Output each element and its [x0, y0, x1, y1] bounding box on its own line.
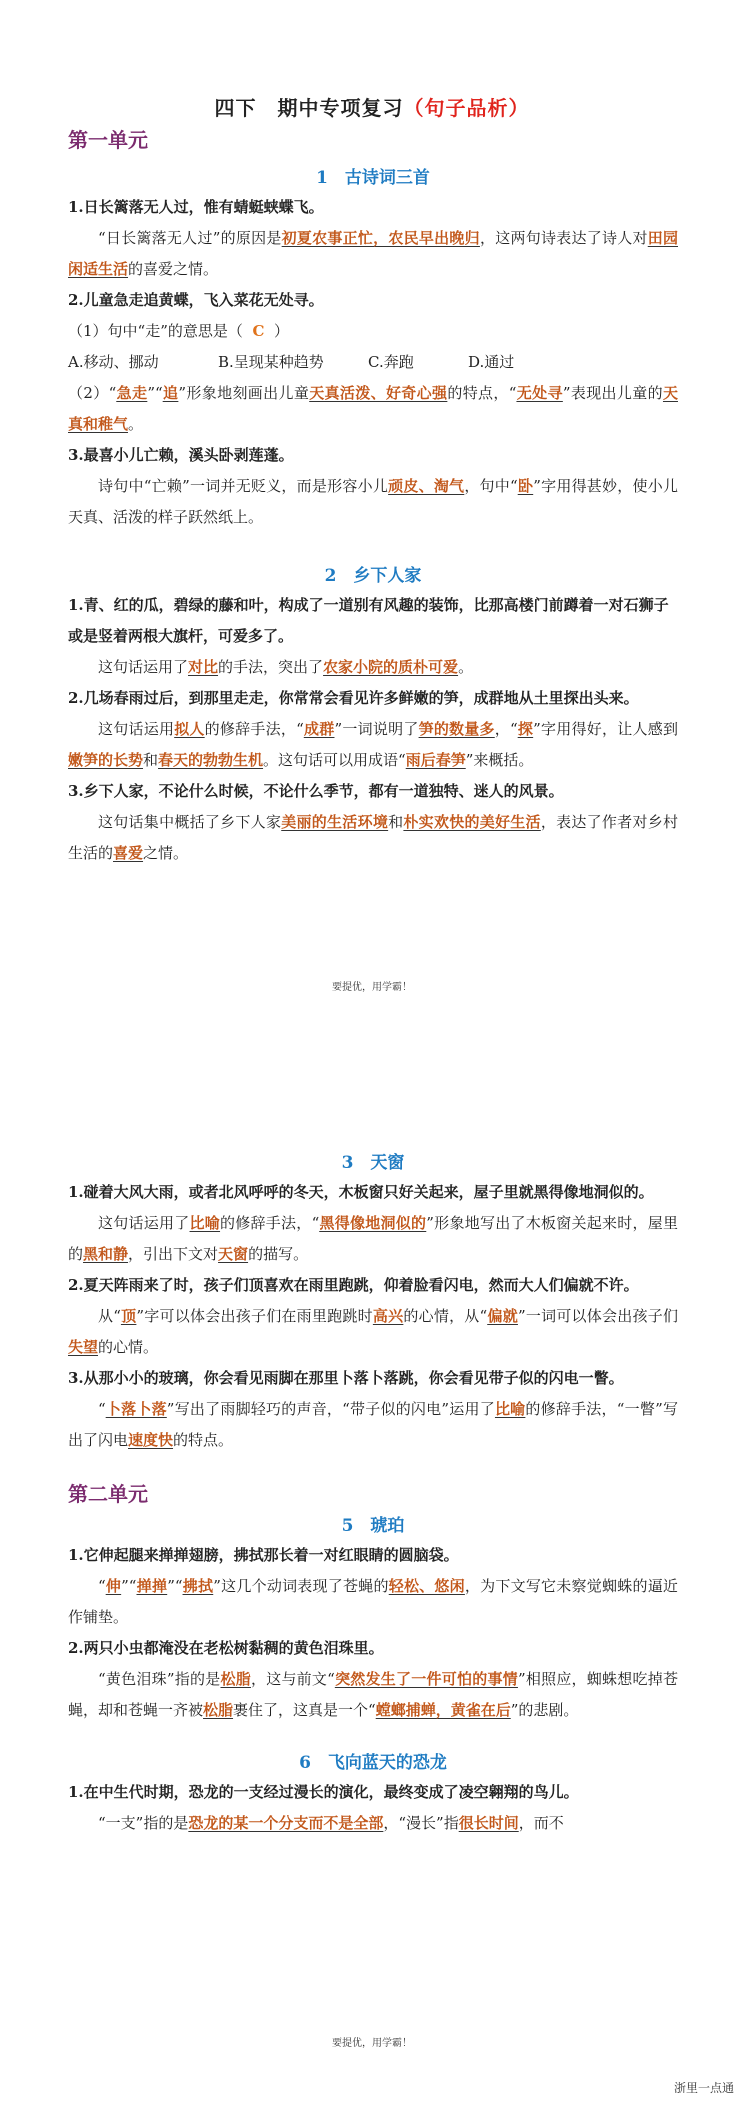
- option-b: B.呈现某种趋势: [218, 353, 324, 371]
- analysis: 这句话运用了对比的手法，突出了农家小院的质朴可爱。: [98, 658, 474, 676]
- analysis: “黄色泪珠”指的是松脂，这与前文“突然发生了一件可怕的事情”相照应，蜘蛛想吃掉苍蝇，却和苍蝇一齐被松脂裹住了，这真是一个“螳螂捕蝉，黄雀在后”的悲剧。: [68, 1670, 678, 1719]
- question: 3.从那小小的玻璃，你会看见雨脚在那里卜落卜落跳，你会看见带子似的闪电一瞥。: [68, 1369, 624, 1387]
- analysis: 这句话运用了比喻的修辞手法，“黑得像地洞似的”形象地写出了木板窗关起来时，屋里的黑和静，引出下文对天窗的描写。: [68, 1214, 678, 1263]
- question: 1.碰着大风大雨，或者北风呼呼的冬天，木板窗只好关起来，屋子里就黑得像地洞似的。: [68, 1183, 654, 1201]
- lesson-heading-3: 3 天窗: [341, 1153, 405, 1173]
- analysis: “伸”“掸掸”“拂拭”这几个动词表现了苍蝇的轻松、悠闲，为下文写它未察觉蜘蛛的逼近作铺垫。: [68, 1577, 678, 1626]
- lesson-heading-6: 6 飞向蓝天的恐龙: [299, 1753, 447, 1773]
- lesson-heading-5: 5 琥珀: [341, 1516, 405, 1536]
- option-a: A.移动、挪动: [68, 353, 159, 371]
- answer-options: [68, 347, 678, 378]
- key-phrase: 初夏农事正忙，农民早出晚归: [281, 229, 480, 247]
- question: 3.最喜小儿亡赖，溪头卧剥莲蓬。: [68, 446, 294, 464]
- unit-heading-2: 第二单元: [68, 1482, 148, 1506]
- document-title: [0, 92, 744, 121]
- analysis: （2）“急走”“追”形象地刻画出儿童天真活泼、好奇心强的特点，“无处寻”表现出儿童的天真和稚气。: [68, 384, 678, 433]
- page-footer-2: 要提优，用学霸！: [332, 2038, 412, 2049]
- option-d: D.通过: [468, 353, 515, 371]
- page-footer-1: 要提优，用学霸！: [332, 982, 412, 993]
- analysis: “卜落卜落”写出了雨脚轻巧的声音，“带子似的闪电”运用了比喻的修辞手法，“一瞥”写出了闪电速度快的特点。: [68, 1400, 678, 1449]
- question: 2.儿童急走追黄蝶，飞入菜花无处寻。: [68, 291, 324, 309]
- question: 1.青、红的瓜，碧绿的藤和叶，构成了一道别有风趣的装饰，比那高楼门前蹲着一对石狮子或是竖着两根大旗杆，可爱多了。: [68, 596, 669, 645]
- unit-heading-1: 第一单元: [68, 128, 148, 152]
- analysis: 这句话集中概括了乡下人家美丽的生活环境和朴实欢快的美好生活，表达了作者对乡村生活的喜爱之情。: [68, 813, 678, 862]
- question: 2.几场春雨过后，到那里走走，你常常会看见许多鲜嫩的笋，成群地从土里探出头来。: [68, 689, 639, 707]
- question: 2.夏天阵雨来了时，孩子们顶喜欢在雨里跑跳，仰着脸看闪电，然而大人们偏就不许。: [68, 1276, 639, 1294]
- title-accent: （句子品析）: [403, 96, 530, 120]
- brand-watermark: 浙里一点通: [673, 2081, 734, 2095]
- sub-question: （1）句中“走”的意思是（ C ）: [68, 322, 289, 340]
- title-main: 四下 期中专项复习: [214, 96, 404, 120]
- analysis: 诗句中“亡赖”一词并无贬义，而是形容小儿顽皮、淘气，句中“卧”字用得甚妙，使小儿天真、活泼的样子跃然纸上。: [68, 477, 678, 526]
- analysis: 从“顶”字可以体会出孩子们在雨里跑跳时高兴的心情，从“偏就”一词可以体会出孩子们失望的心情。: [68, 1307, 678, 1356]
- page-two: [68, 1148, 678, 1839]
- question: 1.它伸起腿来掸掸翅膀，拂拭那长着一对红眼睛的圆脑袋。: [68, 1546, 459, 1564]
- question: 2.两只小虫都淹没在老松树黏稠的黄色泪珠里。: [68, 1639, 384, 1657]
- lesson-heading-2: 2 乡下人家: [324, 566, 422, 586]
- key-phrase: 田园闲适生活: [68, 229, 678, 278]
- analysis: 这句话运用拟人的修辞手法，“成群”一词说明了笋的数量多，“探”字用得好，让人感到嫩笋的长势和春天的勃勃生机。这句话可以用成语“雨后春笋”来概括。: [68, 720, 678, 769]
- analysis: “一支”指的是恐龙的某一个分支而不是全部，“漫长”指很长时间，而不: [98, 1814, 564, 1832]
- question: 1.日长篱落无人过，惟有蜻蜓蛱蝶飞。: [68, 198, 324, 216]
- question: 1.在中生代时期，恐龙的一支经过漫长的演化，最终变成了凌空翱翔的鸟儿。: [68, 1783, 579, 1801]
- question: 3.乡下人家，不论什么时候，不论什么季节，都有一道独特、迷人的风景。: [68, 782, 564, 800]
- option-c: C.奔跑: [368, 353, 414, 371]
- answer-choice: C: [252, 322, 265, 340]
- lesson-heading-1: 1 古诗词三首: [316, 168, 430, 188]
- page-one: [68, 124, 678, 869]
- analysis: “日长篱落无人过”的原因是初夏农事正忙，农民早出晚归，这两句诗表达了诗人对田园闲适生活的喜爱之情。: [68, 229, 678, 278]
